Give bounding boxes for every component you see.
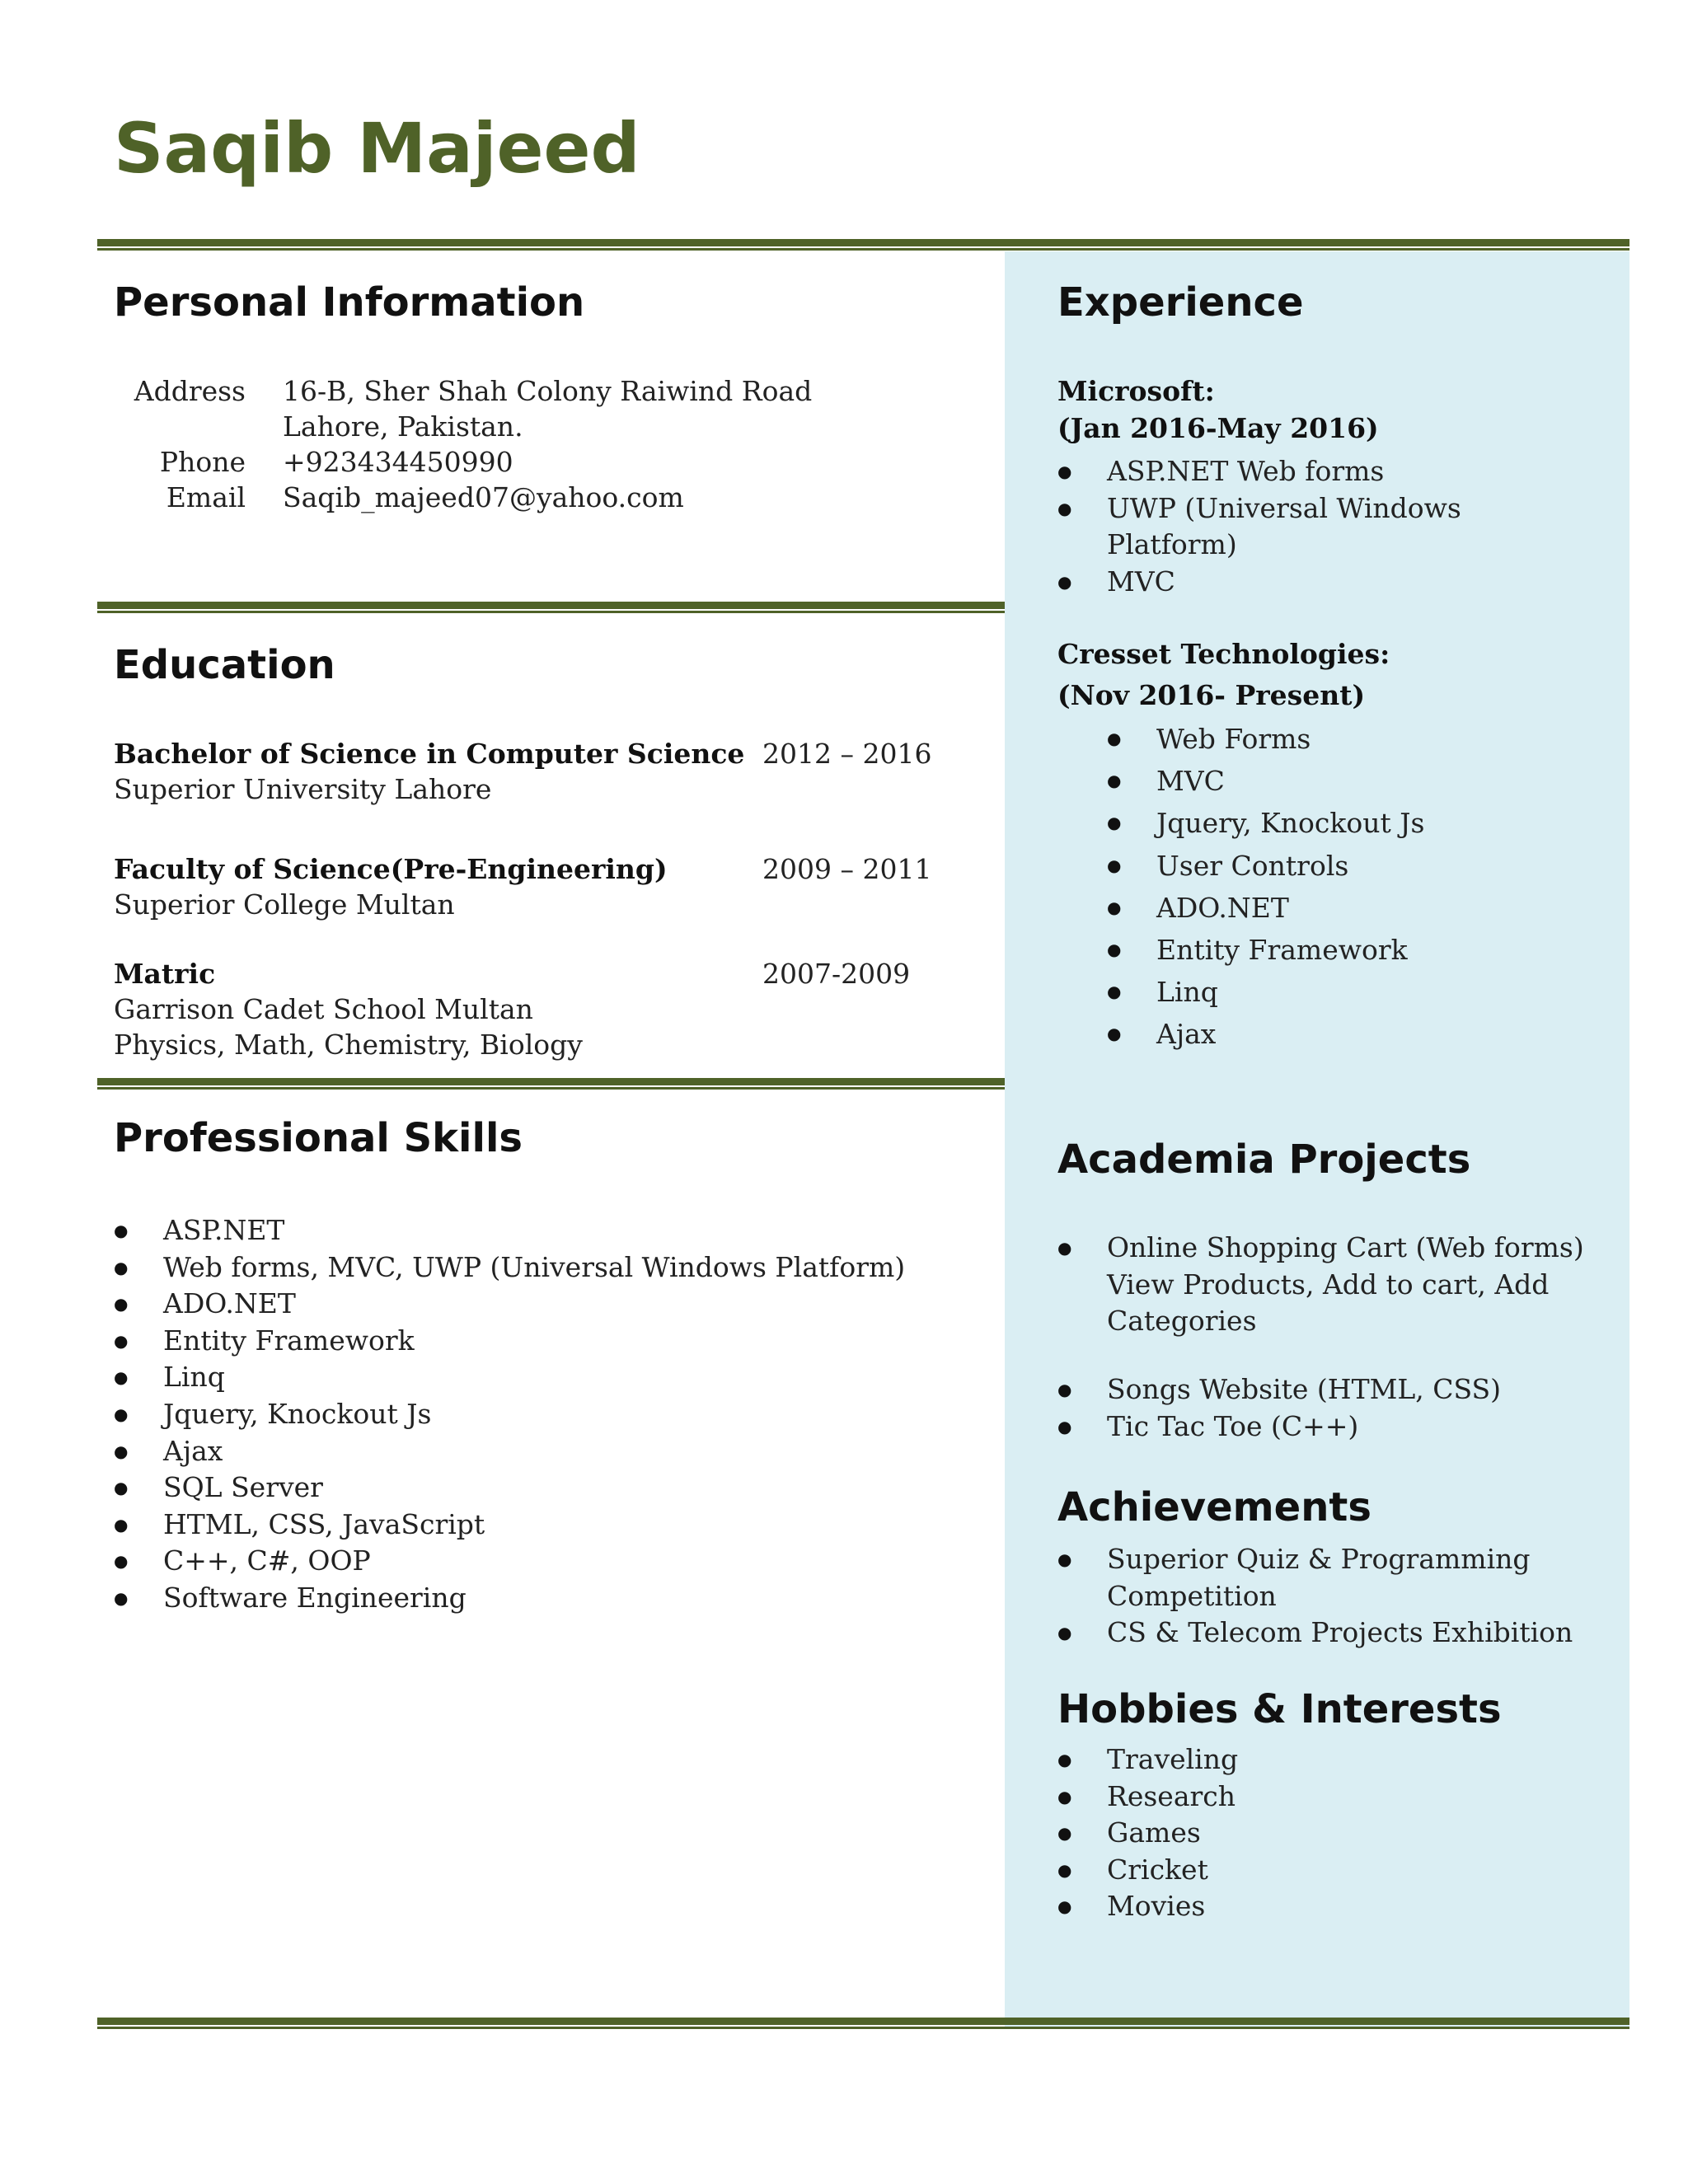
job-2-item: ● Web Forms <box>1107 718 1424 760</box>
project-item <box>1057 1230 1584 1340</box>
education-institution-3: Garrison Cadet School Multan <box>114 993 533 1025</box>
job-2-item: ● Jquery, Knockout Js <box>1107 802 1424 844</box>
skill-item: ● Linq <box>114 1359 905 1396</box>
address-label: Address <box>134 375 246 407</box>
achievement-item <box>1057 1541 1573 1615</box>
achievement-item: ● CS & Telecom Projects Exhibition <box>1057 1615 1573 1652</box>
projects-heading: Academia Projects <box>1057 1137 1471 1183</box>
hobbies-heading: Hobbies & Interests <box>1057 1686 1502 1732</box>
education-rule-thin <box>97 1087 1005 1090</box>
education-years-2: 2009 – 2011 <box>762 853 932 885</box>
skill-item: ● Web forms, MVC, UWP (Universal Windows Platform) <box>114 1249 905 1286</box>
job-company-1: Microsoft: <box>1057 375 1215 407</box>
top-rule-thin <box>97 248 1629 251</box>
achievements-heading: Achievements <box>1057 1484 1372 1530</box>
project-item-line: ● Online Shopping Cart (Web forms) <box>1107 1231 1584 1263</box>
project-item: ● Tic Tac Toe (C++) <box>1057 1408 1501 1446</box>
achievement-item-line: ● Superior Quiz & Programming <box>1107 1543 1531 1575</box>
job-1-item: ● MVC <box>1057 564 1461 601</box>
top-rule-thick <box>97 239 1629 246</box>
education-rule-thick <box>97 1078 1005 1085</box>
education-institution-1: Superior University Lahore <box>114 773 492 805</box>
education-degree-3: Matric <box>114 958 216 990</box>
hobby-item: ● Cricket <box>1057 1852 1238 1889</box>
job-2-list <box>1107 718 1424 1056</box>
bottom-rule-thick <box>97 2018 1629 2025</box>
skill-item: ● ASP.NET <box>114 1212 905 1249</box>
job-1-item <box>1057 490 1461 564</box>
phone-label: Phone <box>159 446 246 478</box>
education-degree-1: Bachelor of Science in Computer Science <box>114 738 745 770</box>
phone-value: +923434450990 <box>283 446 513 478</box>
hobby-item: ● Traveling <box>1057 1741 1238 1779</box>
job-2-item: ● Entity Framework <box>1107 929 1424 971</box>
project-item-line: Categories <box>1107 1305 1257 1338</box>
job-1-item-line: ● UWP (Universal Windows <box>1107 491 1461 524</box>
hobby-item: ● Games <box>1057 1815 1238 1852</box>
project-item-line: View Products, Add to cart, Add <box>1107 1268 1550 1301</box>
skill-item: ● C++, C#, OOP <box>114 1543 905 1580</box>
personal-info-heading: Personal Information <box>114 279 585 326</box>
resume-name: Saqib Majeed <box>114 108 640 189</box>
education-years-3: 2007-2009 <box>762 958 911 990</box>
skills-list <box>114 1212 905 1617</box>
bottom-rule-thin <box>97 2027 1629 2029</box>
education-years-1: 2012 – 2016 <box>762 738 932 770</box>
job-2-item: ● User Controls <box>1107 845 1424 887</box>
projects-list-2 <box>1057 1371 1501 1445</box>
email-label: Email <box>166 481 246 513</box>
education-subjects-3: Physics, Math, Chemistry, Biology <box>114 1029 583 1061</box>
job-1-item: ● ASP.NET Web forms <box>1057 453 1461 490</box>
education-institution-2: Superior College Multan <box>114 888 455 921</box>
job-2-item: ● Linq <box>1107 971 1424 1013</box>
email-value: Saqib_majeed07@yahoo.com <box>283 481 684 513</box>
job-2-item: ● Ajax <box>1107 1013 1424 1055</box>
projects-list <box>1057 1230 1584 1340</box>
job-company-2: Cresset Technologies: <box>1057 638 1390 670</box>
experience-heading: Experience <box>1057 279 1304 326</box>
skill-item: ● Ajax <box>114 1433 905 1470</box>
achievement-item-line: Competition <box>1107 1579 1277 1612</box>
project-item: ● Songs Website (HTML, CSS) <box>1057 1371 1501 1408</box>
job-1-item-line: Platform) <box>1107 528 1237 561</box>
job-2-item: ● MVC <box>1107 760 1424 802</box>
skill-item: ● Entity Framework <box>114 1323 905 1360</box>
education-degree-2: Faculty of Science(Pre-Engineering) <box>114 853 668 885</box>
job-2-item: ● ADO.NET <box>1107 887 1424 929</box>
achievements-list <box>1057 1541 1573 1652</box>
personal-rule-thick <box>97 602 1005 609</box>
skill-item: ● Jquery, Knockout Js <box>114 1396 905 1433</box>
personal-rule-thin <box>97 611 1005 613</box>
hobbies-list <box>1057 1741 1238 1925</box>
job-period-2: (Nov 2016- Present) <box>1057 679 1366 711</box>
skill-item: ● Software Engineering <box>114 1580 905 1617</box>
skill-item: ● HTML, CSS, JavaScript <box>114 1507 905 1544</box>
address-line-1: 16-B, Sher Shah Colony Raiwind Road <box>283 375 813 407</box>
skill-item: ● SQL Server <box>114 1469 905 1507</box>
address-line-2: Lahore, Pakistan. <box>283 410 523 443</box>
job-1-list <box>1057 453 1461 600</box>
skills-heading: Professional Skills <box>114 1115 523 1161</box>
skill-item: ● ADO.NET <box>114 1286 905 1323</box>
job-period-1: (Jan 2016-May 2016) <box>1057 412 1379 444</box>
education-heading: Education <box>114 642 335 688</box>
hobby-item: ● Movies <box>1057 1888 1238 1925</box>
hobby-item: ● Research <box>1057 1779 1238 1816</box>
